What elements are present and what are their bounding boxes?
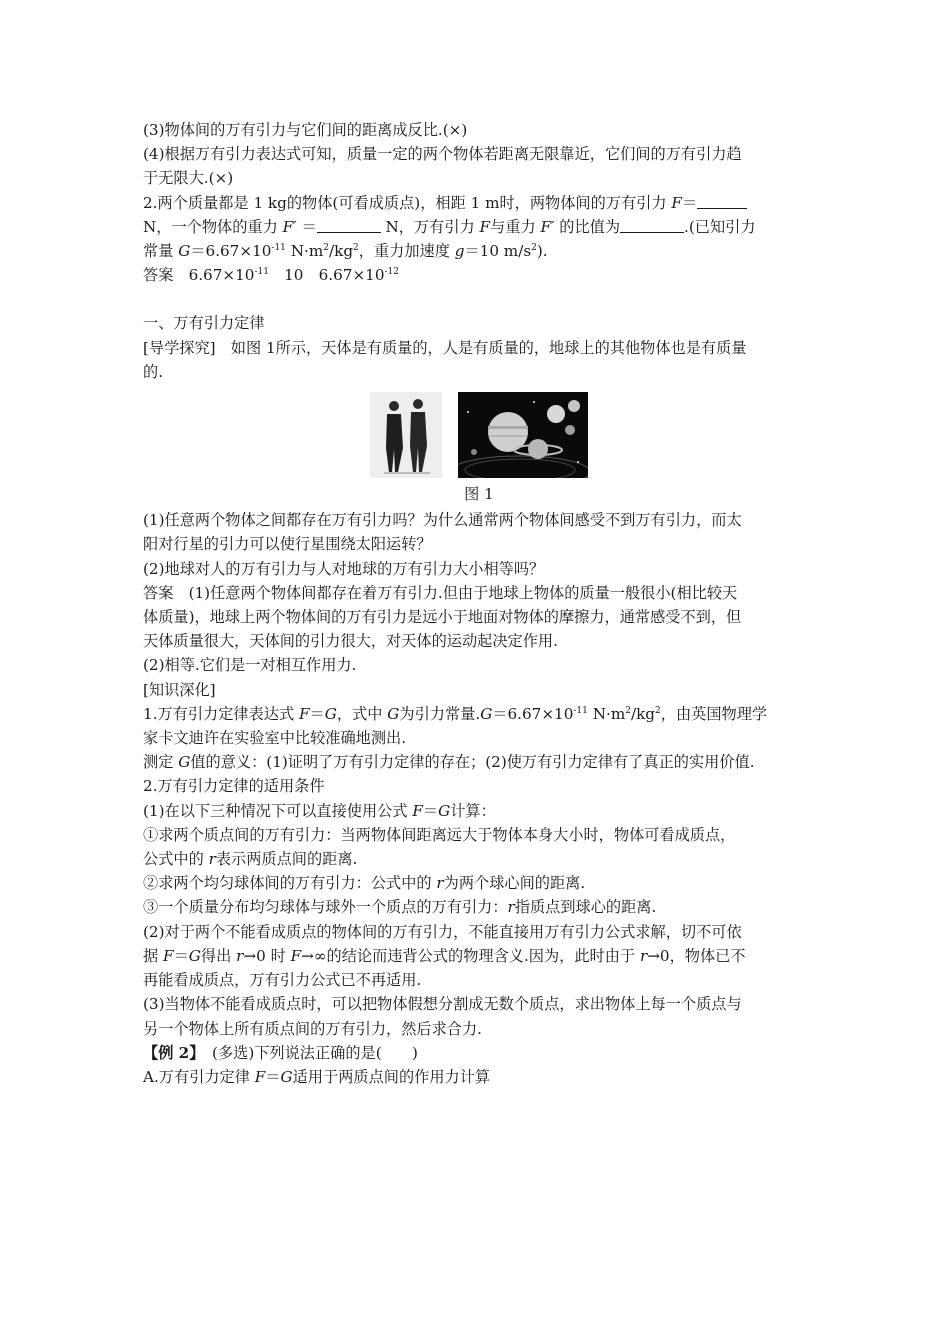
- answer-blank[interactable]: [317, 218, 381, 233]
- text: A.万有引力定律: [143, 1067, 255, 1086]
- section-heading: 一、万有引力定律: [143, 314, 265, 333]
- var-r: r: [507, 898, 515, 917]
- text: ＝6.67×10: [492, 704, 574, 723]
- answer-blank[interactable]: [620, 218, 684, 233]
- var-F: F: [163, 946, 174, 965]
- var-G: G: [387, 704, 400, 723]
- question-2-line-2: [143, 215, 815, 239]
- line: [知识深化]: [143, 680, 216, 699]
- text: ＝: [309, 704, 325, 723]
- text: 为引力常量.: [399, 704, 481, 723]
- text: 为两个球心间的距离.: [443, 874, 586, 893]
- line: [导学探究] 如图 1所示，天体是有质量的，人是有质量的，地球上的其他物体也是有质量: [143, 338, 747, 357]
- line: [143, 895, 815, 919]
- text: 得出: [200, 946, 237, 965]
- text: /kg: [329, 242, 354, 261]
- line: (2)相等.它们是一对相互作用力.: [143, 656, 357, 675]
- answer-blank[interactable]: [697, 194, 747, 209]
- text: ＝: [265, 1067, 281, 1086]
- var-r: r: [639, 946, 648, 965]
- text: N·m: [285, 242, 324, 261]
- text: ＝: [296, 217, 317, 236]
- var-F: F: [671, 193, 682, 212]
- text: 值的意义：(1)证明了万有引力定律的存在；(2)使万有引力定律有了真正的实用价值.: [190, 753, 755, 772]
- var-r: r: [208, 850, 216, 869]
- var-F: F: [254, 1067, 266, 1086]
- line: 体质量)，地球上两个物体间的万有引力是远小于地面对物体的摩擦力，通常感受不到，但: [143, 608, 742, 627]
- var-G: G: [324, 704, 337, 723]
- text: ③一个质量分布均匀球体与球外一个质点的万有引力：: [143, 898, 508, 917]
- two-people-image: [370, 392, 442, 478]
- line: (4)根据万有引力表达式可知，质量一定的两个物体若距离无限靠近，它们间的万有引力趋: [143, 145, 742, 164]
- text: N，一个物体的重力: [143, 217, 283, 236]
- example-label: 【例 2】: [143, 1043, 197, 1062]
- figure-1: [143, 392, 815, 478]
- text: 指质点到球心的距离.: [514, 898, 657, 917]
- exponent: 2: [531, 243, 537, 254]
- line: (1)任意两个物体之间都存在万有引力吗？为什么通常两个物体间感受不到万有引力，而太: [143, 511, 742, 530]
- line: [143, 847, 815, 871]
- line: [143, 944, 815, 968]
- text: →0 时: [243, 946, 291, 965]
- text: ，重力加速度: [358, 242, 455, 261]
- text: 的比值为: [554, 217, 621, 236]
- text: 适用于两质点间的作用力计算: [292, 1067, 491, 1086]
- line: 再能看成质点，万有引力公式已不再适用.: [143, 971, 422, 990]
- var-F: F: [290, 946, 302, 965]
- answer-line: [143, 263, 815, 287]
- var-g: g: [454, 242, 465, 261]
- text: 据: [143, 946, 164, 965]
- line: 的.: [143, 362, 164, 381]
- exponent: -11: [573, 705, 588, 716]
- line: 天体质量很大，天体间的引力很大，对天体的运动起决定作用.: [143, 632, 558, 651]
- line: (2)地球对人的万有引力与人对地球的万有引力大小相等吗？: [143, 559, 545, 578]
- var-F-prime: F′: [282, 217, 297, 236]
- question-2-line-3: [143, 239, 815, 263]
- exponent: 2: [625, 705, 631, 716]
- text: .(已知引力: [684, 217, 756, 236]
- planets-image: [458, 392, 588, 478]
- var-G: G: [188, 946, 201, 965]
- var-F-prime: F′: [540, 217, 555, 236]
- line: [143, 871, 815, 895]
- exponent: -12: [384, 267, 400, 278]
- line: 另一个物体上所有质点间的万有引力，然后求合力.: [143, 1019, 482, 1038]
- text: 测定: [143, 753, 179, 772]
- text: N·m: [587, 704, 626, 723]
- text: ).: [536, 242, 548, 261]
- text: 与重力: [490, 217, 541, 236]
- text: 表示两质点间的距离.: [215, 850, 358, 869]
- text: ＝6.67×10: [190, 242, 272, 261]
- text: 10 6.67×10: [268, 266, 385, 285]
- text: ②求两个均匀球体间的万有引力：公式中的: [143, 874, 437, 893]
- var-G: G: [178, 753, 191, 772]
- var-G: G: [178, 242, 191, 261]
- line: 于无限大.(×): [143, 169, 234, 188]
- exponent: 2: [353, 243, 359, 254]
- var-r: r: [236, 946, 244, 965]
- var-F: F: [299, 704, 310, 723]
- text: 常量: [143, 242, 179, 261]
- exponent: 2: [655, 705, 661, 716]
- text: ，由英国物理学: [660, 704, 768, 723]
- text: ＝10 m/s: [464, 242, 532, 261]
- text: (1)在以下三种情况下可以直接使用公式: [143, 801, 413, 820]
- text: 公式中的: [143, 850, 209, 869]
- var-G: G: [438, 801, 451, 820]
- var-G: G: [480, 704, 493, 723]
- var-F: F: [479, 217, 491, 236]
- question-2-line-1: [143, 191, 815, 215]
- line: (2)对于两个不能看成质点的物体间的万有引力，不能直接用万有引力公式求解，切不可依: [143, 922, 742, 941]
- figure-caption: 图 1: [464, 485, 494, 504]
- exponent: 2: [323, 243, 329, 254]
- text: ＝: [681, 193, 698, 212]
- exponent: -11: [271, 243, 286, 254]
- text: N，万有引力: [380, 217, 480, 236]
- text: 2.两个质量都是 1 kg的物体(可看成质点)，相距 1 m时，两物体间的万有引力: [143, 193, 672, 212]
- document-page: [143, 118, 815, 1089]
- line: [143, 799, 815, 823]
- text: 答案 6.67×10: [143, 266, 255, 285]
- line: 家卡文迪许在实验室中比较准确地测出.: [143, 729, 407, 748]
- formula-line: [143, 702, 815, 726]
- line: ①求两个质点间的万有引力：当两物体间距离远大于物体本身大小时，物体可看成质点，: [143, 825, 736, 844]
- text: →∞的结论而违背公式的物理含义.因为，此时由于: [301, 946, 640, 965]
- line: (3)当物体不能看成质点时，可以把物体假想分割成无数个质点，求出物体上每一个质点与: [143, 995, 742, 1014]
- text: 计算：: [450, 801, 496, 820]
- line: 答案 (1)任意两个物体间都存在着万有引力.但由于地球上物体的质量一般很小(相比较天: [143, 583, 738, 602]
- spacer: [143, 287, 815, 311]
- text: →0，物体已不: [647, 946, 746, 965]
- option-a: [143, 1065, 815, 1089]
- var-F: F: [412, 801, 423, 820]
- var-r: r: [436, 874, 444, 893]
- text: /kg: [630, 704, 656, 723]
- text: ＝: [422, 801, 439, 820]
- var-G: G: [280, 1067, 293, 1086]
- line: 2.万有引力定律的适用条件: [143, 777, 325, 796]
- text: ，式中: [336, 704, 388, 723]
- exponent: -11: [254, 267, 269, 278]
- line: 阳对行星的引力可以使行星围绕太阳运转？: [143, 535, 432, 554]
- text: (多选)下列说法正确的是( ): [196, 1043, 418, 1062]
- line: (3)物体间的万有引力与它们间的距离成反比.(×): [143, 121, 468, 139]
- example-2-stem: [143, 1041, 815, 1065]
- text: ＝: [173, 946, 189, 965]
- text: 1.万有引力定律表达式: [143, 704, 300, 723]
- line: [143, 750, 815, 774]
